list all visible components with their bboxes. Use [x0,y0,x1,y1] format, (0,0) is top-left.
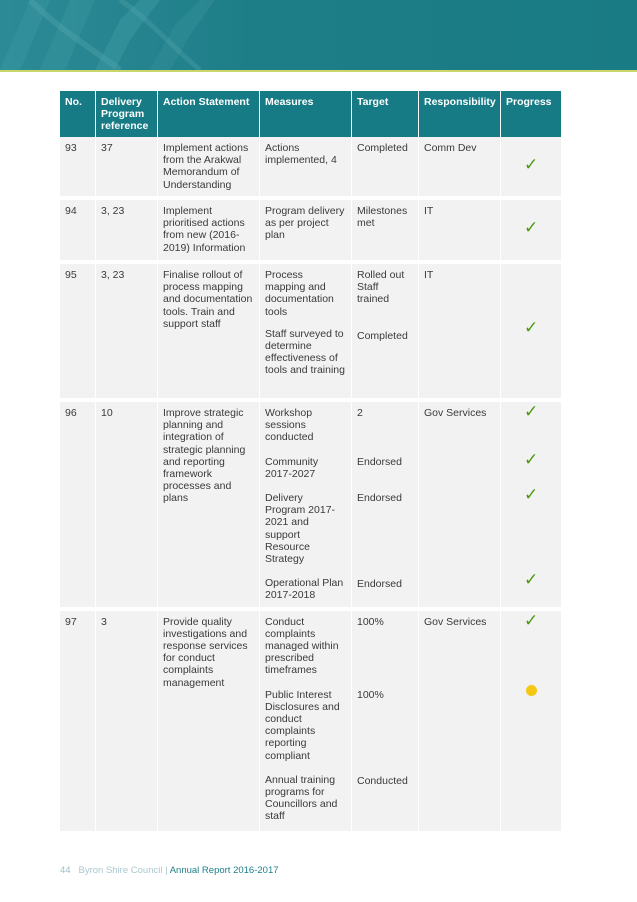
cell-responsibility: Gov Services [419,611,501,831]
cell-no: 93 [60,137,96,200]
measure-item: Delivery Program 2017-2021 and support Resource Strategy [265,492,336,566]
check-mark-icon: ✓ [524,450,539,470]
banner-pattern [0,0,637,70]
cell-action: Improve strategic planning and integration of strategic planning and reporting framework processes and plans [158,402,260,611]
target-item: 2 [357,407,363,419]
check-mark-icon: ✓ [524,485,539,505]
cell-responsibility: Gov Services [419,402,501,611]
target-item: Completed [357,142,408,154]
check-mark-icon: ✓ [524,218,539,238]
col-header-target: Target [352,91,419,137]
delivery-program-table [60,91,561,831]
cell-no: 94 [60,200,96,264]
cell-responsibility: Comm Dev [419,137,501,200]
cell-responsibility: IT [419,200,501,264]
cell-progress [501,200,561,264]
page-number: 44 [60,865,71,876]
cell-target [352,264,419,402]
measure-item: Program delivery as per project plan [265,205,345,242]
target-item: Conducted [357,774,408,787]
table-row [60,402,561,611]
check-mark-icon: ✓ [524,318,539,338]
measure-item: Annual training programs for Councillors and staff [265,773,338,823]
target-item: Completed [357,329,408,342]
col-header-measures: Measures [260,91,352,137]
measure-item: Actions implemented, 4 [265,142,337,167]
banner-divider [0,70,637,72]
footer-separator: | [165,865,168,876]
col-header-action-statement: Action Statement [158,91,260,137]
cell-progress [501,137,561,200]
cell-progress [501,402,561,611]
header-banner [0,0,637,70]
target-item: Endorsed [357,578,402,590]
cell-action: Finalise rollout of process mapping and documentation tools. Train and support staff [158,264,260,402]
target-item: 100% [357,615,384,628]
col-header-progress: Progress [501,91,561,137]
target-item: Endorsed [357,492,402,504]
cell-no: 97 [60,611,96,831]
report-title: Annual Report 2016-2017 [169,865,279,876]
cell-target [352,137,419,200]
measure-item: Operational Plan 2017-2018 [265,577,344,602]
cell-action: Implement prioritised actions from new (2016-2019) Information [158,200,260,264]
cell-measures [260,200,352,264]
cell-target [352,611,419,831]
table-header-row [60,91,561,137]
measure-item: Workshop sessions conducted [265,407,314,444]
cell-measures [260,402,352,611]
cell-measures [260,264,352,402]
cell-ref: 3 [96,611,158,831]
check-mark-icon: ✓ [524,570,539,590]
col-header-delivery-program-reference: Delivery Program reference [96,91,158,137]
page-footer [60,865,279,876]
cell-progress [501,611,561,831]
table-row [60,137,561,200]
cell-ref: 3, 23 [96,200,158,264]
cell-measures [260,611,352,831]
cell-no: 95 [60,264,96,402]
target-item: 100% [357,688,384,701]
cell-action: Implement actions from the Arakwal Memorandum of Understanding [158,137,260,200]
target-item: Endorsed [357,456,402,468]
check-mark-icon: ✓ [524,402,539,422]
measure-item: Public Interest Disclosures and conduct complaints reporting compliant [265,688,340,762]
cell-responsibility: IT [419,264,501,402]
cell-progress [501,264,561,402]
measure-item: Staff surveyed to determine effectiveness of tools and training [265,327,345,377]
table-row [60,200,561,264]
cell-action: Provide quality investigations and response services for conduct complaints management [158,611,260,831]
target-item: Rolled out Staff trained [357,269,405,306]
cell-ref: 10 [96,402,158,611]
table-row [60,611,561,831]
cell-ref: 3, 23 [96,264,158,402]
cell-ref: 37 [96,137,158,200]
table-row [60,264,561,402]
check-mark-icon: ✓ [524,610,539,631]
cell-no: 96 [60,402,96,611]
measure-item: Process mapping and documentation tools [265,269,334,318]
cell-target [352,402,419,611]
cell-measures [260,137,352,200]
target-item: Milestones met [357,205,408,230]
yellow-dot-icon [526,685,537,696]
measure-item: Community 2017-2027 [265,455,319,480]
col-header-responsibility: Responsibility [419,91,501,137]
cell-target [352,200,419,264]
col-header-no: No. [60,91,96,137]
measure-item: Conduct complaints managed within prescribed timeframes [265,615,339,677]
check-mark-icon: ✓ [524,155,539,175]
organisation-name: Byron Shire Council [78,865,163,876]
